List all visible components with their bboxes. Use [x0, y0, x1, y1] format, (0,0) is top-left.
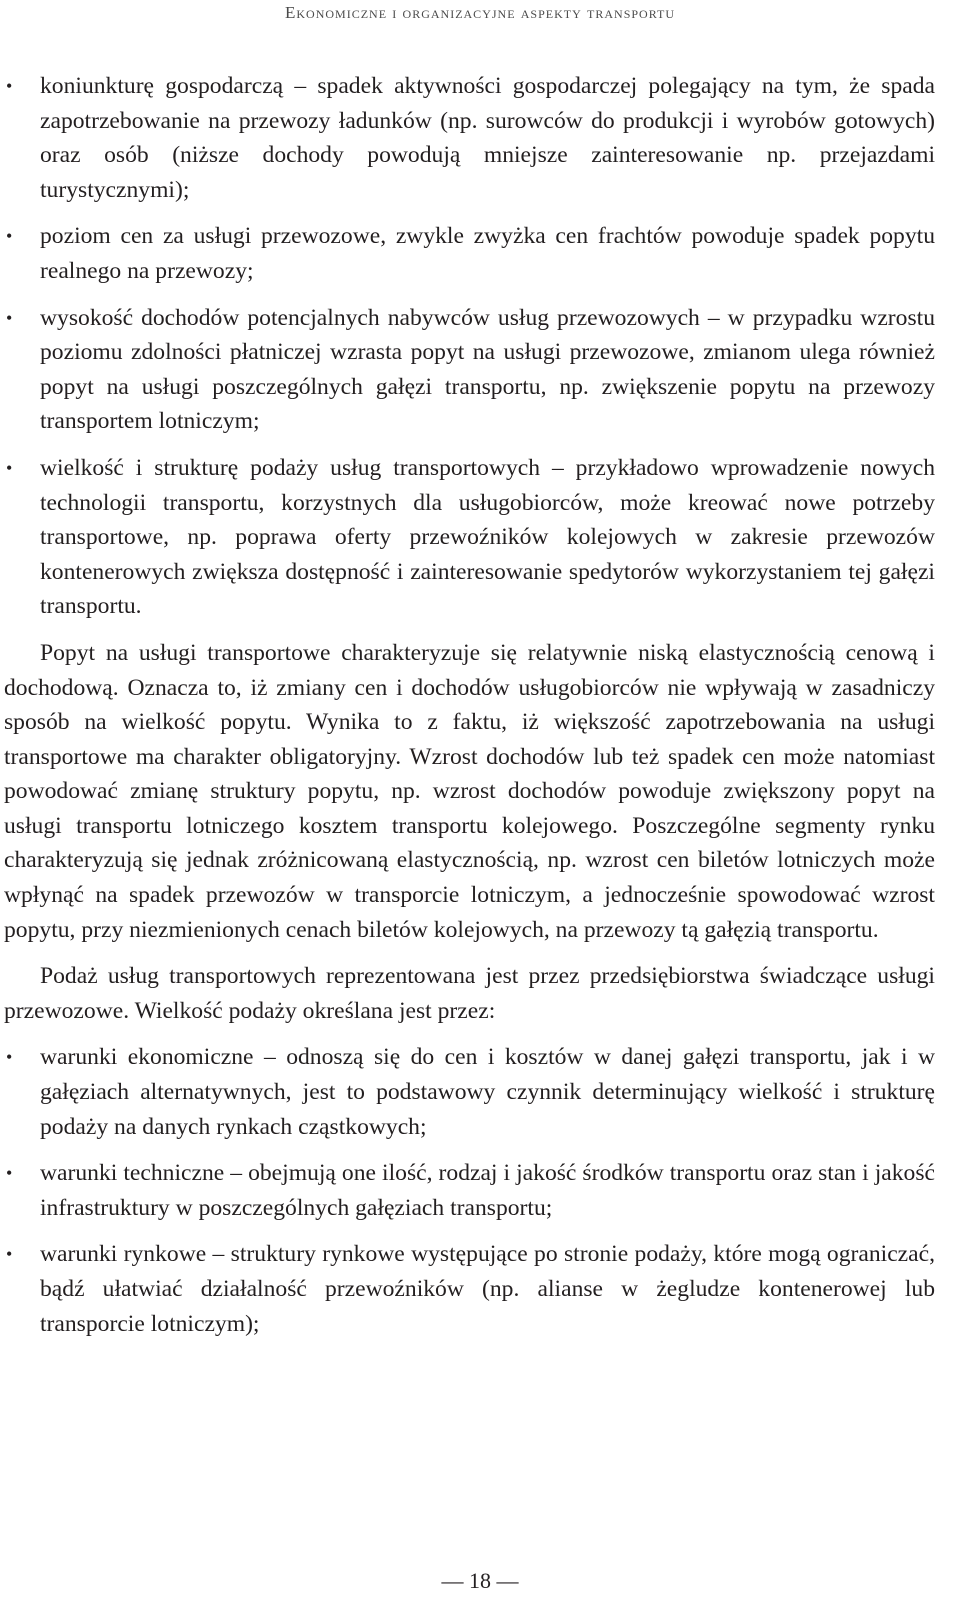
list-item-text: poziom cen za usługi przewozowe, zwykle zwyżka cen frachtów powoduje spadek popytu realnego na przewozy; — [40, 223, 935, 284]
paragraph-elasticity: Popyt na usługi transportowe charakteryzuje się relatywnie niską elastycznością cenową i dochodową. Oznacza to, iż zmiany cen i dochodów usługobiorców nie wpływają w zasadniczy sposób na wielkość popytu. Wynika to z faktu, iż większość zapotrzebowania na usługi transportowe ma charakter obligatoryjny. Wzrost dochodów lub też spadek cen może natomiast powodować zmianę struktury popytu, np. wzrost dochodów powoduje zwiększony popyt na usługi transportu lotniczego kosztem transportu kolejowego. Poszczególne segmenty rynku charakteryzują się jednak zróżnicowaną elastycznością, np. wzrost cen biletów lotniczych może wpłynąć na spadek przewozów w transporcie lotniczym, a jednocześnie spowodować wzrost popytu, przy niezmienionych cenach biletów kolejowych, na przewozy tą gałęzią transportu. — [4, 639, 935, 943]
bullet-icon: • — [6, 1244, 13, 1265]
list-item — [4, 451, 935, 624]
list-item — [4, 69, 935, 207]
demand-factors-list — [4, 69, 935, 624]
list-item-text: wysokość dochodów potencjalnych nabywców usług przewozowych – w przypadku wzrostu poziomu zdolności płatniczej wzrasta popyt na usługi przewozowe, zmianom ulega również popyt na usługi poszczególnych gałęzi transportu, np. zwiększenie popytu na przewozy transportem lotniczym; — [40, 304, 935, 435]
bullet-icon: • — [6, 226, 13, 247]
bullet-icon: • — [6, 307, 13, 328]
bullet-icon: • — [6, 457, 13, 478]
list-item-text: wielkość i strukturę podaży usług transportowych – przykładowo wprowadzenie nowych technologii transportu, korzystnych dla usługobiorców, może kreować nowe potrzeby transportowe, np. poprawa oferty przewoźników kolejowych w zakresie przewozów kontenerowych zwiększa dostępność i zainteresowanie spedytorów wykorzystaniem tej gałęzi transportu. — [40, 454, 935, 620]
list-item — [4, 301, 935, 439]
list-item — [4, 1040, 935, 1144]
page-number: — 18 — — [441, 1568, 519, 1593]
list-item — [4, 1156, 935, 1225]
list-item — [4, 219, 935, 288]
bullet-icon: • — [6, 1047, 13, 1068]
list-item — [4, 1237, 935, 1341]
bullet-icon: • — [6, 76, 13, 96]
paragraph-supply: Podaż usług transportowych reprezentowana jest przez przedsiębiorstwa świadczące usługi przewozowe. Wielkość podaży określana jest przez: — [4, 963, 935, 1024]
list-item-text: warunki ekonomiczne – odnoszą się do cen i kosztów w danej gałęzi transportu, jak i w gałęziach alternatywnych, jest to podstawowy czynnik determinujący wielkość i strukturę podaży na danych rynkach cząstkowych; — [40, 1044, 935, 1140]
bullet-icon: • — [6, 1163, 13, 1184]
list-item-text: warunki techniczne – obejmują one ilość, rodzaj i jakość środków transportu oraz stan i jakość infrastruktury w poszczególnych gałęziach transportu; — [40, 1160, 935, 1221]
list-item-text: koniunkturę gospodarczą – spadek aktywności gospodarczej polegający na tym, że spada zapotrzebowanie na przewozy ładunków (np. surowców do produkcji i wyrobów gotowych) oraz osób (niższe dochody powodują mniejsze zainteresowanie np. przejazdami turystycznymi); — [40, 73, 935, 203]
running-header: Ekonomiczne i organizacyjne aspekty transportu — [284, 3, 675, 22]
page-body — [4, 69, 935, 1353]
supply-factors-list — [4, 1040, 935, 1341]
list-item-text: warunki rynkowe – struktury rynkowe występujące po stronie podaży, które mogą ograniczać, bądź ułatwiać działalność przewoźników (np. alianse w żegludze kontenerowej lub transporcie lotniczym); — [40, 1241, 935, 1337]
